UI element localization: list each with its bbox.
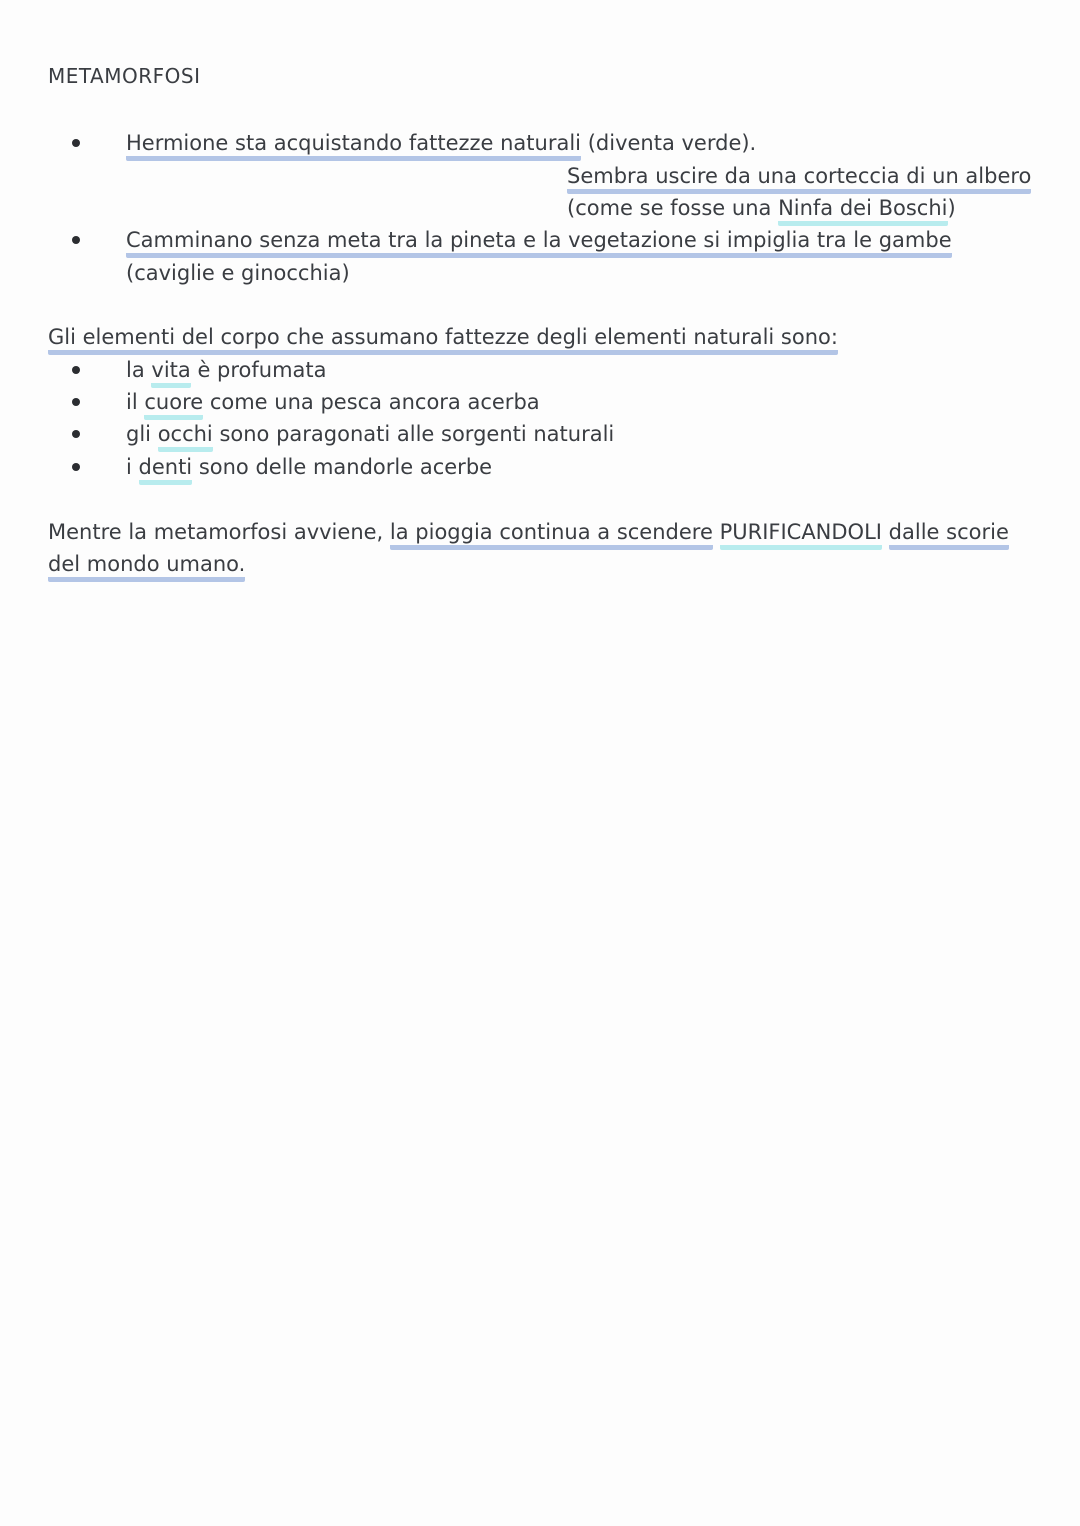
plain-text: (diventa verde). — [581, 131, 757, 155]
bullet-point — [72, 430, 80, 438]
highlighted-text: occhi — [158, 422, 213, 452]
paragraph-line — [48, 548, 245, 580]
plain-text: ) — [947, 196, 956, 220]
highlighted-text: PURIFICANDOLI — [720, 520, 882, 550]
plain-text: gli — [126, 422, 158, 446]
list-item — [126, 354, 327, 386]
continuation-line — [567, 192, 956, 224]
bullet-point — [72, 398, 80, 406]
highlighted-text: Hermione sta acquistando fattezze naturali — [126, 131, 581, 161]
list-item — [126, 386, 540, 418]
bullet-line-camminano — [126, 224, 952, 256]
plain-text: i — [126, 455, 139, 479]
list-item — [126, 418, 614, 450]
highlighted-text: vita — [151, 358, 190, 388]
highlighted-text: dalle scorie — [889, 520, 1009, 550]
bullet-point — [72, 139, 80, 147]
highlighted-text: Sembra uscire da una corteccia di un albero — [567, 164, 1031, 194]
bullet-line-hermione — [126, 127, 756, 159]
bullet-point — [72, 366, 80, 374]
spacer — [882, 520, 889, 544]
plain-text: sono paragonati alle sorgenti naturali — [212, 422, 615, 446]
plain-text: il — [126, 390, 145, 414]
continuation-line — [567, 160, 1031, 192]
plain-text: (caviglie e ginocchia) — [126, 261, 350, 285]
bullet-point — [72, 236, 80, 244]
highlighted-text: cuore — [144, 390, 203, 420]
page-title: METAMORFOSI — [48, 64, 201, 88]
paragraph-line — [48, 516, 1009, 548]
bullet-point — [72, 463, 80, 471]
plain-text: sono delle mandorle acerbe — [192, 455, 493, 479]
highlighted-text: del mondo umano. — [48, 552, 245, 582]
plain-text: è profumata — [190, 358, 327, 382]
list-item — [126, 451, 492, 483]
plain-text: come una pesca ancora acerba — [203, 390, 540, 414]
plain-text: Mentre la metamorfosi avviene, — [48, 520, 390, 544]
section-intro — [48, 321, 838, 353]
continuation-line — [126, 257, 350, 289]
highlighted-text: Camminano senza meta tra la pineta e la vegetazione si impiglia tra le gambe — [126, 228, 952, 258]
plain-text: (come se fosse una — [567, 196, 779, 220]
highlighted-text: denti — [139, 455, 193, 485]
plain-text: la — [126, 358, 152, 382]
spacer — [713, 520, 720, 544]
highlighted-text: Gli elementi del corpo che assumano fattezze degli elementi naturali sono: — [48, 325, 838, 355]
highlighted-text: Ninfa dei Boschi — [778, 196, 947, 226]
highlighted-text: la pioggia continua a scendere — [390, 520, 713, 550]
